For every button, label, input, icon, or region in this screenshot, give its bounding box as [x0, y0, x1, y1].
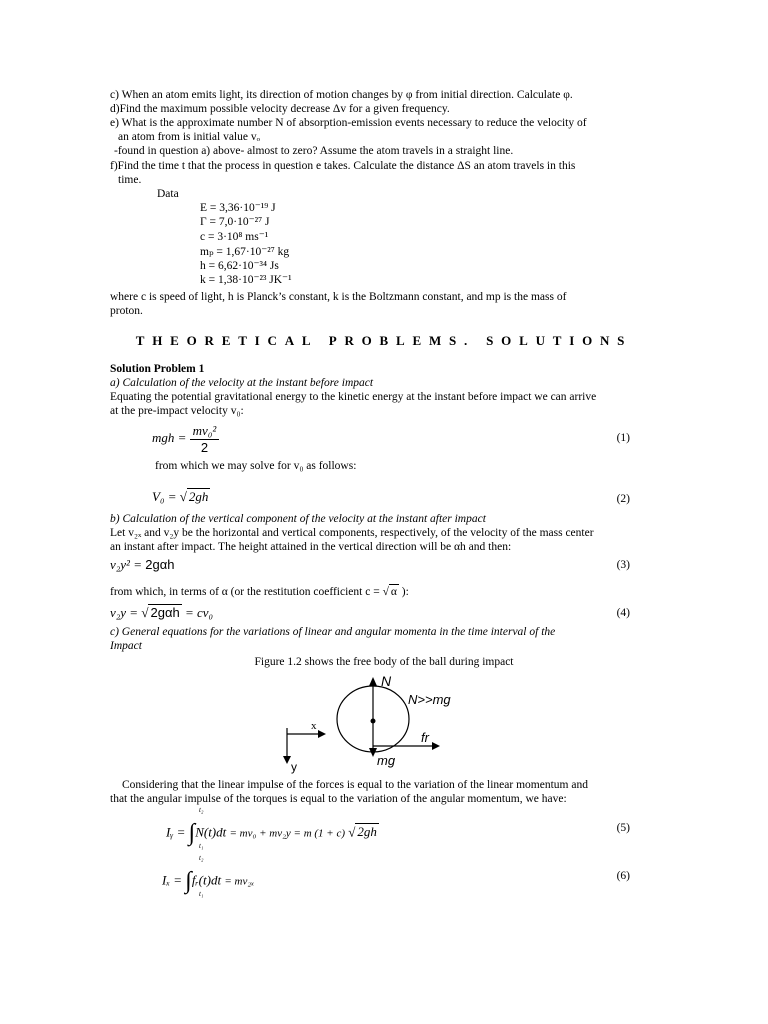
eq4-number: (4) — [616, 607, 630, 619]
eq6-upper-limit: t₂ — [199, 854, 204, 862]
part-c-title-line1: c) General equations for the variations of linear and angular momenta in the time interval of the — [110, 626, 556, 638]
eq2-number: (2) — [616, 493, 630, 505]
question-c: c) When an atom emits light, its direction of motion changes by φ from initial direction. Calculate φ. — [110, 89, 573, 101]
eq2-radicand: 2gh — [188, 489, 209, 504]
eq5-upper-limit: t₂ — [199, 806, 204, 814]
restitution-line: from which, in terms of α (or the restitution coefficient c = √ α ): — [110, 586, 409, 598]
eq1-fraction — [190, 423, 220, 455]
eq5-lower-limit: t₁ — [199, 842, 204, 850]
data-E: E = 3,36·10⁻¹⁹ J — [200, 202, 276, 214]
figure-caption: Figure 1.2 shows the free body of the ball during impact — [254, 656, 514, 668]
eq5-radicand: 2gh — [357, 824, 377, 840]
equation-1 — [152, 423, 219, 455]
eq5-lhs: Iᵧ = — [166, 824, 186, 840]
from-v0-text: from which we may solve for v₀ as follows: — [155, 460, 357, 472]
considering-line2: that the angular impulse of the torques is equal to the variation of the angular momentum, we have: — [110, 793, 567, 805]
eq6-integrand: fᵣ(t)dt — [191, 872, 222, 888]
equation-6: Iₓ = ∫fᵣ(t)dt = mv₂ₓ — [162, 868, 255, 894]
eq6-lhs: Iₓ = — [162, 872, 183, 888]
data-k: k = 1,38·10⁻²³ JK⁻¹ — [200, 274, 292, 286]
y-axis-arrowhead — [283, 756, 291, 764]
question-f-line1: f)Find the time t that the process in question e takes. Calculate the distance ΔS an atom travels in this — [110, 160, 576, 172]
restitution-radicand: α — [390, 586, 397, 598]
equation-3 — [110, 557, 174, 573]
normal-force-arrowhead — [369, 677, 377, 686]
part-b-text-line1: Let v₂ₓ and v₂y be the horizontal and vertical components, respectively, of the velocity of the mass center — [110, 527, 594, 539]
eq4-radicand: 2gαh — [150, 605, 180, 620]
question-e-line1: e) What is the approximate number N of absorption-emission events necessary to reduce the velocity of — [110, 117, 587, 129]
data-c: c = 3·10⁸ ms⁻¹ — [200, 231, 269, 243]
eq4-lhs: v₂y = — [110, 605, 139, 620]
restitution-end: ): — [401, 586, 409, 598]
eq6-rhs: = mv₂ₓ — [224, 875, 255, 888]
data-note-line2: proton. — [110, 305, 143, 317]
data-note-line1: where c is speed of light, h is Planck’s constant, k is the Boltzmann constant, and mp is the mass of — [110, 291, 567, 303]
eq6-number: (6) — [616, 870, 630, 882]
eq5-number: (5) — [616, 822, 630, 834]
restitution-text: from which, in terms of α (or the restitution coefficient c = — [110, 586, 380, 598]
question-e-line3: -found in question a) above- almost to zero? Assume the atom travels in a straight line. — [114, 145, 514, 157]
label-N-condition: N>>mg — [408, 692, 451, 707]
label-x: x — [311, 720, 317, 732]
part-a-text-line1: Equating the potential gravitational energy to the kinetic energy at the instant before impact we can arrive — [110, 391, 597, 403]
eq6-lower-limit: t₁ — [199, 890, 204, 898]
part-b-text-line2: an instant after impact. The height attained in the vertical direction will be αh and then: — [110, 541, 512, 553]
eq5-rhs: = mv₀ + mv₂y = m (1 + c) — [229, 827, 346, 840]
label-mg: mg — [377, 753, 396, 768]
part-b-title: b) Calculation of the vertical component of the velocity at the instant after impact — [110, 513, 486, 525]
equation-4: v₂y = √ 2gαh = cv₀ — [110, 605, 214, 620]
question-e-line2: an atom from is initial value vₒ — [118, 131, 260, 143]
data-mp: mₚ = 1,67·10⁻²⁷ kg — [200, 246, 290, 258]
eq4-rhs: = cv₀ — [184, 605, 214, 620]
part-a-text-line2: at the pre-impact velocity v₀: — [110, 405, 244, 417]
data-Gamma: Γ = 7,0·10⁻²⁷ J — [200, 216, 270, 228]
eq2-lhs: V₀ = — [152, 489, 177, 504]
friction-arrowhead — [432, 742, 440, 750]
section-title: THEORETICAL PROBLEMS. SOLUTIONS — [135, 333, 633, 348]
eq1-denominator: 2 — [200, 440, 209, 455]
equation-5: Iᵧ = ∫N(t)dt = mv₀ + mv₂y = m (1 + c) √ 2gh — [166, 820, 377, 846]
eq3-lhs: v₂y² = — [110, 557, 142, 572]
data-heading: Data — [157, 188, 179, 200]
x-axis-arrowhead — [318, 730, 326, 738]
eq1-number: (1) — [616, 432, 630, 444]
considering-line1: Considering that the linear impulse of the forces is equal to the variation of the linear momentum and — [122, 779, 588, 791]
free-body-diagram — [276, 672, 536, 780]
eq3-number: (3) — [616, 559, 630, 571]
part-c-title-line2: Impact — [110, 640, 142, 652]
eq3-rhs: 2gαh — [145, 557, 175, 572]
part-a-title: a) Calculation of the velocity at the instant before impact — [110, 377, 374, 389]
question-f-line2: time. — [118, 174, 142, 186]
question-d: d)Find the maximum possible velocity decrease Δv for a given frequency. — [110, 103, 450, 115]
eq1-lhs: mgh = — [152, 429, 187, 445]
label-N: N — [381, 673, 392, 689]
data-h: h = 6,62·10⁻³⁴ Js — [200, 260, 279, 272]
mass-center-dot — [371, 719, 376, 724]
label-y: y — [291, 760, 297, 774]
eq1-numerator: mv₀² — [190, 423, 220, 440]
equation-2: V₀ = √ 2gh — [152, 489, 209, 504]
label-fr: fr — [421, 730, 429, 745]
eq5-integrand: N(t)dt — [195, 824, 227, 840]
solution-heading: Solution Problem 1 — [110, 363, 205, 375]
